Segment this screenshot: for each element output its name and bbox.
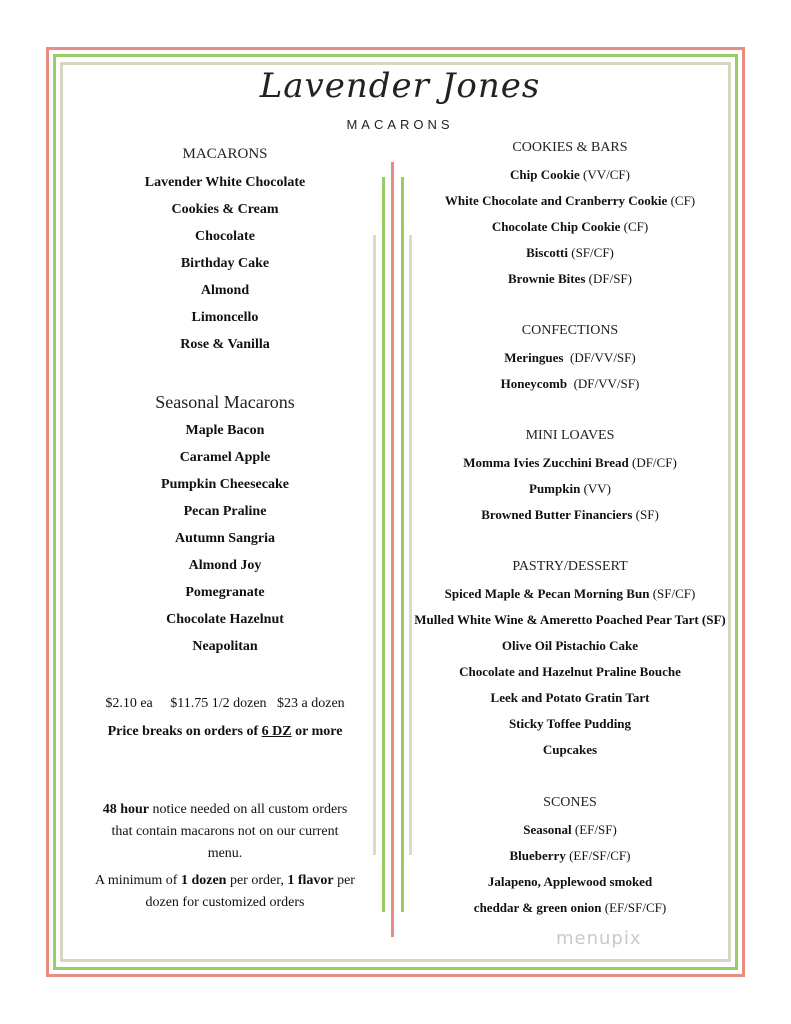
- menu-item: Caramel Apple: [179, 450, 271, 465]
- item-name: Blueberry: [509, 848, 566, 863]
- item-name: Meringues: [504, 350, 564, 365]
- item-name: Chip Cookie: [510, 167, 580, 182]
- item-name: Spiced Maple & Pecan Morning Bun: [444, 586, 650, 601]
- menu-item: Chocolate: [195, 229, 255, 244]
- divider-line: [391, 162, 394, 937]
- item-note: (DF/CF): [628, 455, 677, 470]
- menu-item: [410, 245, 730, 261]
- item-note: (VV): [580, 481, 611, 496]
- menu-item: Chocolate Hazelnut: [166, 612, 284, 627]
- item-note: (VV/CF): [579, 167, 630, 182]
- menu-item: [410, 586, 730, 602]
- price-line: $2.10 ea $11.75 1/2 dozen $23 a dozen: [105, 696, 345, 711]
- menu-item: Almond: [200, 283, 250, 298]
- price-breaks-qty: 6 DZ: [261, 724, 292, 739]
- notice-line-1: [80, 802, 370, 818]
- watermark: menupix: [556, 928, 642, 949]
- menu-item: Cookies & Cream: [171, 202, 279, 217]
- item-name: Honeycomb: [500, 376, 568, 391]
- menu-item: [410, 219, 730, 235]
- item-note: (SF): [632, 507, 659, 522]
- menu-item: [410, 481, 730, 497]
- menu-item: Autumn Sangria: [175, 531, 275, 546]
- item-note: (SF/CF): [649, 586, 696, 601]
- item-note: (EF/SF): [571, 822, 617, 837]
- item-note: (SF/CF): [568, 245, 614, 260]
- section-title-seasonal: Seasonal Macarons: [155, 392, 295, 412]
- menu-item: [410, 900, 730, 916]
- item-note: (CF): [620, 219, 649, 234]
- menu-item: [410, 848, 730, 864]
- section-title-macarons: MACARONS: [182, 146, 268, 162]
- notice-text: notice needed on all custom orders: [149, 802, 348, 817]
- item-note: (EF/SF/CF): [601, 900, 667, 915]
- item-name: Mulled White Wine & Ameretto Poached Pear Tart (SF): [414, 612, 726, 627]
- item-name: Olive Oil Pistachio Cake: [501, 638, 639, 653]
- item-name: cheddar & green onion: [473, 900, 602, 915]
- divider-line: [401, 177, 404, 912]
- item-name: Pumpkin: [529, 481, 581, 496]
- item-name: Cupcakes: [542, 742, 598, 757]
- item-name: Chocolate Chip Cookie: [491, 219, 621, 234]
- item-name: Leek and Potato Gratin Tart: [490, 690, 650, 705]
- menu-item: Almond Joy: [188, 558, 262, 573]
- menu-item: Birthday Cake: [180, 256, 270, 271]
- section-title-pastry: PASTRY/DESSERT: [512, 559, 628, 574]
- item-name: Momma Ivies Zucchini Bread: [463, 455, 629, 470]
- menu-item: Lavender White Chocolate: [144, 175, 306, 190]
- menu-item: Pumpkin Cheesecake: [161, 477, 289, 492]
- item-name: Browned Butter Financiers: [481, 507, 633, 522]
- menu-item: [404, 612, 736, 628]
- menu-item: [410, 874, 730, 890]
- menu-item: [410, 716, 730, 732]
- item-name: Biscotti: [526, 245, 568, 260]
- menu-item: [410, 638, 730, 654]
- menu-item: Pecan Praline: [183, 504, 267, 519]
- section-title-cookies: COOKIES & BARS: [512, 140, 628, 155]
- brand-subtitle: MACARONS: [346, 117, 454, 132]
- item-note: (DF/SF): [585, 271, 632, 286]
- item-name: White Chocolate and Cranberry Cookie: [444, 193, 668, 208]
- menu-item: [410, 822, 730, 838]
- price-breaks-suffix: or more: [291, 724, 343, 739]
- minimum-qty: 1 dozen: [180, 873, 227, 888]
- divider-line: [373, 235, 376, 855]
- section-title-scones: SCONES: [543, 795, 597, 810]
- section-title-confections: CONFECTIONS: [521, 323, 619, 338]
- item-name: Brownie Bites: [507, 271, 586, 286]
- notice-line-3: menu.: [207, 846, 243, 861]
- menu-item: [410, 167, 730, 183]
- menu-item: [410, 742, 730, 758]
- minimum-line-2: dozen for customized orders: [145, 895, 305, 910]
- divider-line: [382, 177, 385, 912]
- item-note: (DF/VV/SF): [567, 376, 640, 391]
- menu-item: Maple Bacon: [185, 423, 265, 438]
- menu-item: Rose & Vanilla: [180, 337, 270, 352]
- menu-item: [410, 193, 730, 209]
- item-note: (CF): [667, 193, 696, 208]
- item-note: (EF/SF/CF): [565, 848, 631, 863]
- menu-item: [410, 690, 730, 706]
- menu-item: [410, 455, 730, 471]
- menu-item: [410, 350, 730, 366]
- minimum-prefix: A minimum of: [95, 873, 181, 888]
- price-breaks: [80, 724, 370, 740]
- section-title-loaves: MINI LOAVES: [525, 428, 615, 443]
- item-name: Seasonal: [523, 822, 572, 837]
- item-name: Jalapeno, Applewood smoked: [487, 874, 653, 889]
- brand-logo-text: Lavender Jones: [259, 66, 541, 106]
- menu-item: [410, 507, 730, 523]
- menu-item: [410, 271, 730, 287]
- price-breaks-prefix: Price breaks on orders of: [107, 724, 262, 739]
- minimum-flavor: 1 flavor: [287, 873, 334, 888]
- item-note: (DF/VV/SF): [563, 350, 636, 365]
- notice-bold: 48 hour: [102, 802, 149, 817]
- menu-item: Limoncello: [191, 310, 259, 325]
- minimum-mid: per order,: [226, 873, 288, 888]
- menu-item: [410, 664, 730, 680]
- minimum-suffix: per: [333, 873, 355, 888]
- notice-line-2: that contain macarons not on our current: [111, 824, 339, 839]
- menu-item: Neapolitan: [192, 639, 258, 654]
- menu-item: Pomegranate: [185, 585, 265, 600]
- item-name: Sticky Toffee Pudding: [508, 716, 632, 731]
- item-name: Chocolate and Hazelnut Praline Bouche: [459, 664, 681, 679]
- menu-item: [410, 376, 730, 392]
- minimum-line-1: [80, 873, 370, 889]
